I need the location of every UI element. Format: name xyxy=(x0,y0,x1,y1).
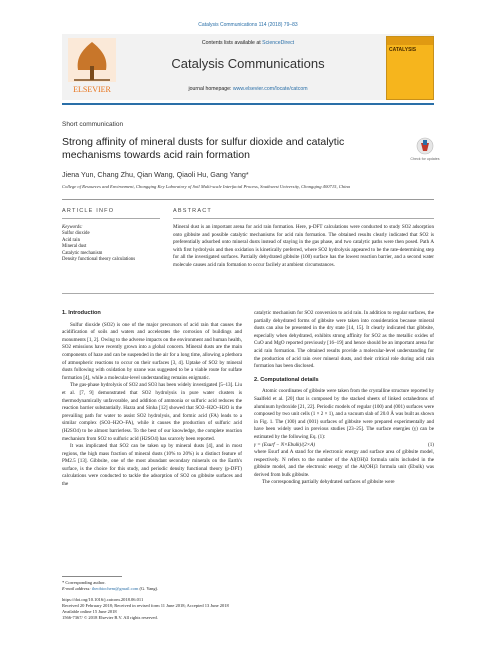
crossmark-label[interactable]: Check for updates xyxy=(410,157,440,161)
article-type: Short communication xyxy=(62,121,124,128)
divider xyxy=(62,218,160,219)
paragraph: catalytic mechanism for SO2 conversion to acid rain. In addition to regular surfaces, the partially dehydrated forms of gibbsite were taken into consideration because mineral dusts can also be presented in the dry state [14, 15]. It clearly indicated that gibbsite, especially when dehydrated, exhibits strong affinity for SO2 as the metallic oxides of CuO and MgO reported previously [16–19] and hence should be an important arena for acid rain formation. The obtained results provide a molecular-level understanding for the production of acid rain over mineral dusts, and their critical role during acid rain formation has been disclosed. xyxy=(254,310,434,370)
paragraph: The corresponding partially dehydrated surfaces of gibbsite were xyxy=(262,479,395,486)
keywords-label: Keywords: xyxy=(62,225,83,230)
keyword: Catalytic mechanism xyxy=(62,250,103,256)
keyword: Sulfur dioxide xyxy=(62,231,90,236)
paragraph: It was implicated that SO2 can be taken up by mineral dusts [4], and in most regions, the high mass fraction of mineral dusts (10% to 20%) is a distinct feature of PM2.5 [13]. Gibbsite, one of the most abundant secondary minerals on the Earth's surface, is the choice for this study, and periodic density functional theory (p-DFT) calculations were conducted to tackle the adsorption of SO2 on gibbsite surfaces and the xyxy=(62,443,242,488)
online-date: Available online 15 June 2018 xyxy=(62,609,117,614)
section-heading: 1. Introduction xyxy=(62,310,101,316)
affiliation: College of Resources and Environment, Chongqing Key Laboratory of Soil Multi-scale Interfacial Process, Southwest University, Chongqing 400715, China xyxy=(62,184,350,189)
footnote-rule xyxy=(62,576,122,577)
paragraph: Sulfur dioxide (SO2) is one of the major precursors of acid rain that causes the acidification of soils and waters and accelerates the corrosion of buildings and monuments [1, 2]. Owing to the adverse impacts on the environment and human health, SO2 emissions have recently grown into a global concern. Mineral dusts are the main components of haze and can be suspended in the air for a long time, allowing a plethora of atmospheric reactions to occur on their surfaces [3, 4]. Uptake of SO2 by mineral dusts following with oxidation by ozone was suggested to be a viable route for sulfate formation [4], while a molecular-level understanding remains enigmatic. xyxy=(62,321,242,381)
equation: γ = (Esurf − N×Ebulk)/(2×A) (1) xyxy=(254,441,434,448)
email-link[interactable]: theobiochem@gmail.com xyxy=(91,586,139,591)
article-title: Strong affinity of mineral dusts for sulfur dioxide and catalytic mechanisms towards acid rain formation xyxy=(62,136,345,161)
journal-reference[interactable]: Catalysis Communications 114 (2018) 79–83 xyxy=(198,22,298,28)
divider xyxy=(173,218,434,219)
divider xyxy=(62,199,434,200)
paragraph: Atomic coordinates of gibbsite were taken from the crystalline structure reported by Saalfeld et al. [20] that is composed by the stacked sheets of linked octahedrons of aluminum hydroxide [21, 22]. Periodic models of regular (100) and (001) surfaces were composed by two unit cells (1 × 2 × 1), and a vacuum slab of 20.0 Å was built as shown in Fig. 1. The (100) and (001) surfaces of gibbsite were prepared experimentally and have been widely used in previous studies [23–25]. The surface energies (γ) can be estimated by the following Eq. (1): xyxy=(254,388,434,440)
keyword: Density functional theory calculations xyxy=(62,257,136,262)
left-column xyxy=(62,310,242,489)
contents-line: Contents lists available at ScienceDirect xyxy=(201,40,295,46)
right-column xyxy=(254,310,434,487)
elsevier-logo xyxy=(64,36,120,98)
svg-text:ELSEVIER: ELSEVIER xyxy=(73,85,111,94)
abstract-text: Mineral dust is an important arena for acid rain formation. Here, p-DFT calculations were conducted to study SO2 adsorption onto gibbsite and possible catalytic mechanisms for acid rain formation. The obtained results clearly indicated that SO2 is preferentially adsorbed onto mineral dusts instead of staying in the gas phase, and two catalytic paths were then posed. Path A with first hydrolysis and then oxidation is kinetically preferred, where SO2 hydrolysis appeared to be the rate-determining step for all the investigated surfaces. Partially dehydrated gibbsite (100) surface has the lowest reaction barrier, and a second water molecule causes acid rain formation to occur facilely at ambient circumstances. xyxy=(173,224,434,268)
abstract-heading: ABSTRACT xyxy=(173,208,212,214)
journal-homepage: journal homepage: www.elsevier.com/locate/catcom xyxy=(188,86,308,92)
equation-number: (1) xyxy=(428,441,434,448)
corresponding-note: * Corresponding author. xyxy=(62,580,106,585)
journal-title: Catalysis Communications xyxy=(171,56,325,71)
header-rule xyxy=(62,103,434,105)
email-line: E-mail address: theobiochem@gmail.com (G. Yang). xyxy=(62,586,159,591)
sciencedirect-link[interactable]: ScienceDirect xyxy=(262,40,295,46)
keyword: Mineral dust xyxy=(62,244,87,249)
crossmark-icon[interactable] xyxy=(416,137,434,157)
doi-link[interactable]: https://doi.org/10.1016/j.catcom.2018.06.011 xyxy=(62,597,144,602)
paragraph: The gas-phase hydrolysis of SO2 and SO3 has been widely investigated [5–13]. Liu et al. [7, 9] demonstrated that SO2 hydrolysis in pure water clusters is thermodynamically unfavorable, and addition of ammonia or sulfuric acid reduces the reaction barrier substantially. Hazra and Sinha [12] showed that SO2–H2O–H2O is the prevailing path for water to assist SO2 hydrolysis, and formic acid (FA) leads to a similar complex (SO3–H2O–FA), while it causes the production of sulfuric acid (H2SO4) to be almost barrierless. To the best of our knowledge, the complete reaction mechanism from SO2 to sulfuric acid (H2SO4) has scarcely been reported. xyxy=(62,382,242,442)
journal-cover: CATALYSIS xyxy=(386,36,434,100)
divider xyxy=(62,293,434,294)
received-dates: Received 20 February 2018; Received in revised form 11 June 2018; Accepted 13 June 2018 xyxy=(62,603,229,608)
copyright: 1566-7367/ © 2018 Elsevier B.V. All rights reserved. xyxy=(62,615,158,620)
paragraph: where Esurf and A stand for the electronic energy and surface area of gibbsite model, respectively. N refers to the number of the Al(OH)3 formula units included in the gibbsite model, and the electronic energy of the Al(OH)3 formula unit (Ebulk) was derived from bulk gibbsite. xyxy=(254,449,434,478)
section-heading: 2. Computational details xyxy=(254,376,319,383)
keyword: Acid rain xyxy=(62,237,80,243)
article-info-heading: ARTICLE INFO xyxy=(62,208,115,214)
homepage-link[interactable]: www.elsevier.com/locate/catcom xyxy=(232,86,308,92)
author-list: Jiena Yun, Chang Zhu, Qian Wang, Qiaoli Hu, Gang Yang* xyxy=(62,170,249,179)
